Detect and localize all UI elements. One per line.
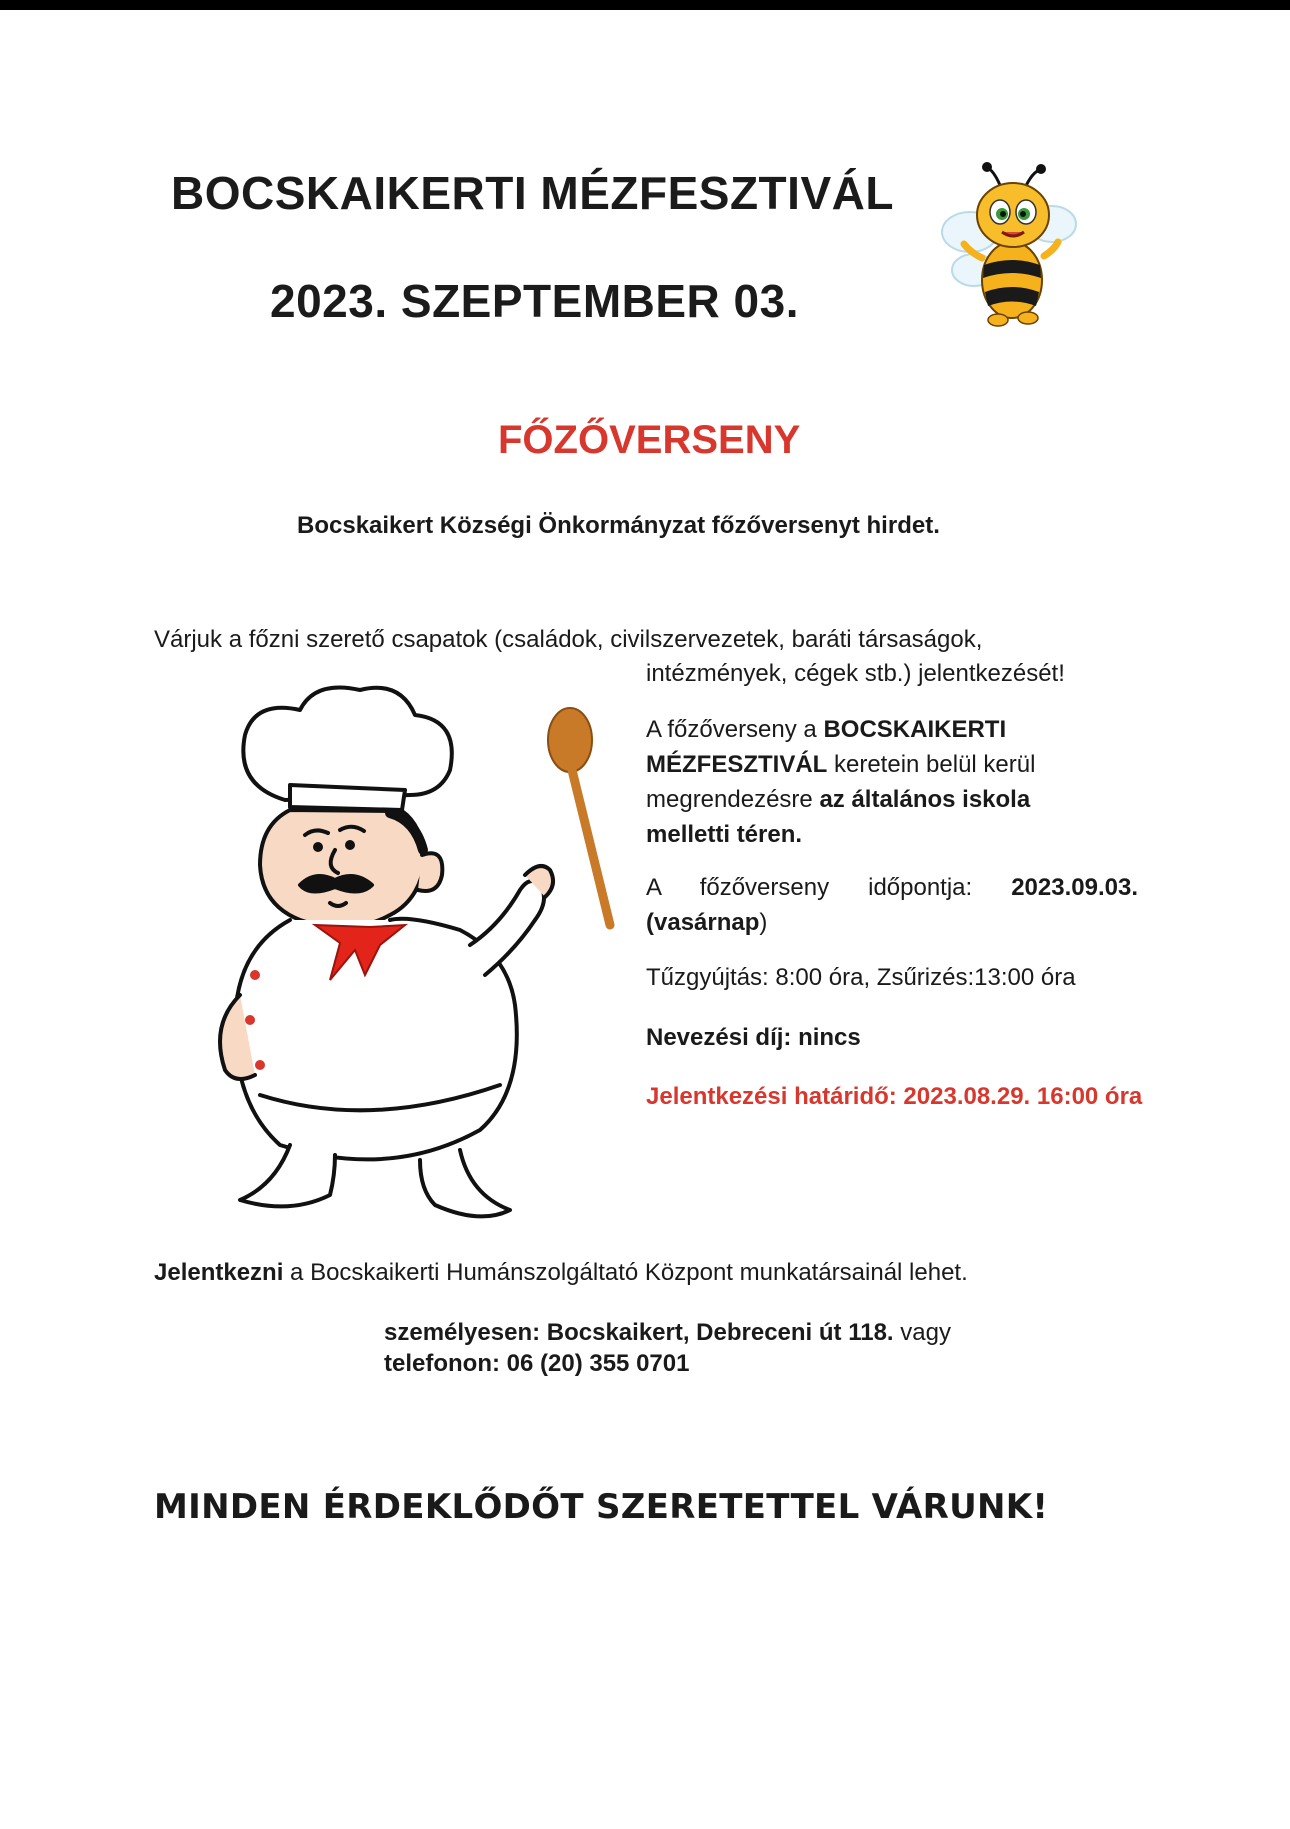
venue-paragraph [646,712,1046,852]
festival-date: 2023. SZEPTEMBER 03. [270,275,799,327]
schedule-label: A főzőverseny időpontja: [646,874,1012,901]
venue-text-1: A főzőverseny a [646,716,824,743]
venue-location: az általános iskola melletti téren. [646,786,1031,848]
schedule-date: 2023.09.03. [1011,874,1138,901]
schedule-paragraph [646,870,1138,940]
intro-line-2: intézmények, cégek stb.) jelentkezését! [646,660,1065,687]
contact-phone: telefonon: 06 (20) 355 0701 [384,1350,690,1377]
closing-slogan: MINDEN ÉRDEKLŐDŐT SZERETETTEL VÁRUNK! [154,1487,1049,1527]
section-title: FŐZŐVERSENY [498,418,801,462]
times-text: Tűzgyújtás: 8:00 óra, Zsűrizés:13:00 óra [646,964,1076,991]
apply-text [154,1255,968,1290]
intro-line-1: Várjuk a főzni szerető csapatok (családok, civilszervezetek, baráti társaságok, [154,626,983,653]
contact-or: vagy [893,1319,951,1346]
top-border [0,0,1290,10]
apply-rest: a Bocskaikerti Humánszolgáltató Központ munkatársainál lehet. [283,1259,968,1286]
apply-bold: Jelentkezni [154,1259,284,1286]
venue-festival-name: BOCSKAIKERTI MÉZFESZTIVÁL [646,716,1007,778]
lead-text: Bocskaikert Községi Önkormányzat főzőversenyt hirdet. [297,512,940,539]
contact-in-person [384,1315,951,1350]
festival-title: BOCSKAIKERTI MÉZFESZTIVÁL [171,167,894,219]
venue-text-2: keretein belül kerül megrendezésre [646,751,1036,813]
schedule-close: ) [759,909,768,936]
contact-address: személyesen: Bocskaikert, Debreceni út 118. [384,1319,894,1346]
schedule-day: (vasárnap [646,909,760,936]
deadline-text: Jelentkezési határidő: 2023.08.29. 16:00 óra [646,1083,1143,1110]
bee-icon [940,160,1080,330]
chef-illustration [140,675,640,1235]
fee-text: Nevezési díj: nincs [646,1024,861,1051]
